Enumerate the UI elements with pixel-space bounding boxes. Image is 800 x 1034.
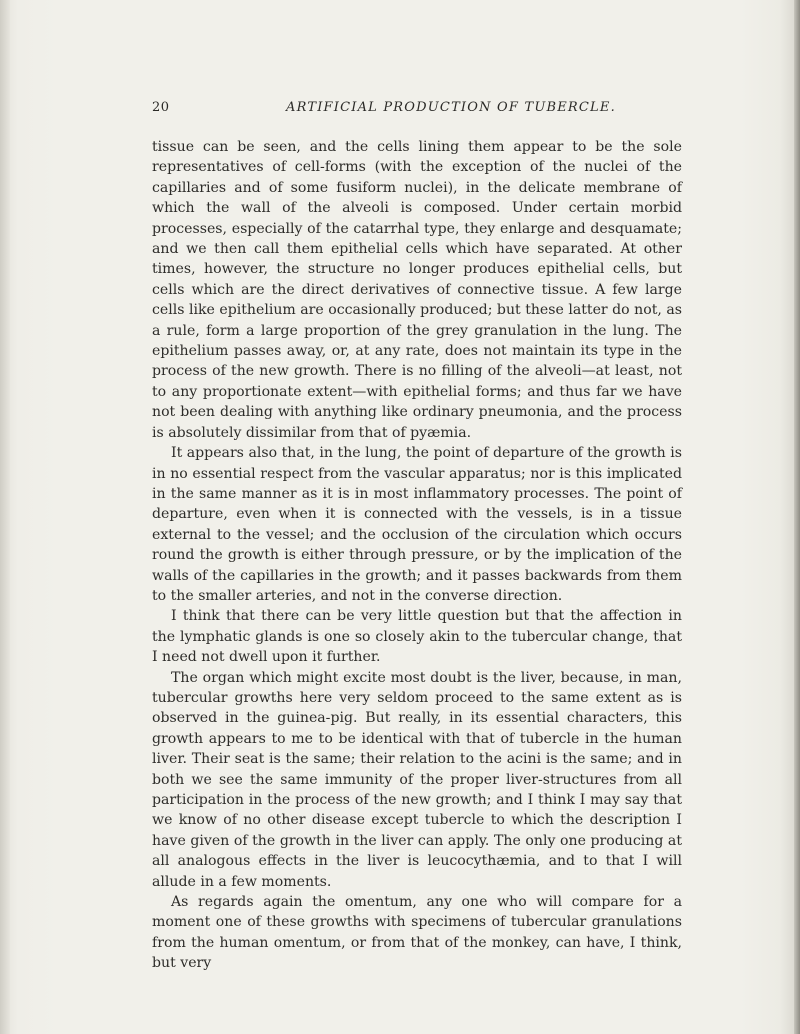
body-text [152,137,682,974]
running-title: ARTIFICIAL PRODUCTION OF TUBERCLE. [286,100,616,115]
page-edge [794,0,800,1034]
paragraph: tissue can be seen, and the cells lining them appear to be the sole representatives of cell-forms (with the exception of the nuclei of the capillaries and of some fusiform nuclei), in the delicate membrane of which the wall of the alveoli is composed. Under certain morbid processes, especially of the catarrhal type, they enlarge and desquamate; and we then call them epithelial cells which have separated. At other times, however, the structure no longer produces epithelial cells, but cells which are the direct derivatives of connective tissue. A few large cells like epithelium are occasionally produced; but these latter do not, as a rule, form a large proportion of the grey granulation in the lung. The epithelium passes away, or, at any rate, does not maintain its type in the process of the new growth. There is no filling of the alveoli—at least, not to any proportionate extent—with epithelial forms; and thus far we have not been dealing with anything like ordinary pneumonia, and the process is absolutely dissimilar from that of pyæmia. [152,139,682,441]
running-header [152,100,676,124]
page-number: 20 [152,100,170,115]
paragraph: I think that there can be very little question but that the affection in the lymphatic glands is one so closely akin to the tubercular change, that I need not dwell upon it further. [152,608,682,666]
paragraph: As regards again the omentum, any one who will compare for a moment one of these growths with specimens of tubercular granulations from the human omentum, or from that of the monkey, can have, I think, but very [152,894,682,972]
paragraph: It appears also that, in the lung, the point of departure of the growth is in no essential respect from the vascular apparatus; nor is this implicated in the same manner as it is in most inflammatory processes. The point of departure, even when it is connected with the vessels, is in a tissue external to the vessel; and the occlusion of the circulation which occurs round the growth is either through pressure, or by the implication of the walls of the capillaries in the growth; and it passes backwards from them to the smaller arteries, and not in the converse direction. [152,445,682,604]
paragraph: The organ which might excite most doubt is the liver, because, in man, tubercular growths here very seldom proceed to the same extent as is observed in the guinea-pig. But really, in its essential characters, this growth appears to me to be identical with that of tubercle in the human liver. Their seat is the same; their relation to the acini is the same; and in both we see the same immunity of the proper liver-structures from all participation in the process of the new growth; and I think I may say that we know of no other disease except tubercle to which the description I have given of the growth in the liver can apply. The only one producing at all analogous effects in the liver is leucocythæmia, and to that I will allude in a few moments. [152,669,682,890]
page-gutter [0,0,10,1034]
